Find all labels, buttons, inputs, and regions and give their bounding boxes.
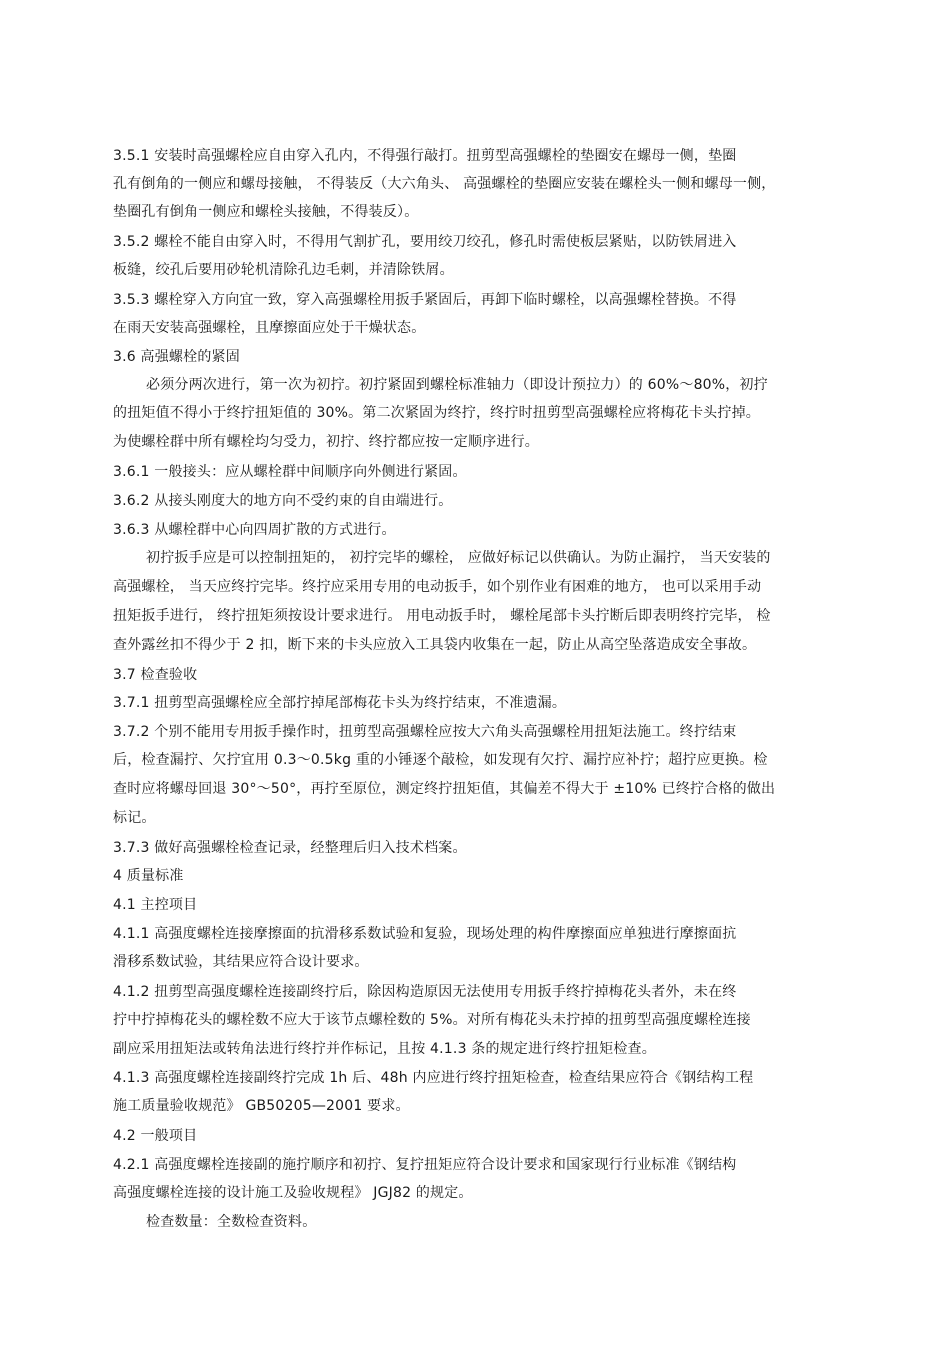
text-line: 拧中拧掉梅花头的螺栓数不应大于该节点螺栓数的 5%。对所有梅花头未拧掉的扭剪型高强度螺栓连接 <box>113 1012 751 1028</box>
text-line: 在雨天安装高强螺栓，且摩擦面应处于干燥状态。 <box>113 320 426 336</box>
text-line: 4.2.1 高强度螺栓连接副的施拧顺序和初拧、复拧扭矩应符合设计要求和国家现行行业标准《钢结构 <box>113 1157 737 1173</box>
text-line: 为使螺栓群中所有螺栓均匀受力，初拧、终拧都应按一定顺序进行。 <box>113 434 539 450</box>
text-line: 高强度螺栓连接的设计施工及验收规程》 JGJ82 的规定。 <box>113 1185 473 1201</box>
text-line: 查时应将螺母回退 30°～50°，再拧至原位，测定终拧扭矩值，其偏差不得大于 ±10% 已终拧合格的做出 <box>113 781 776 797</box>
text-line: 4.1.3 高强度螺栓连接副终拧完成 1h 后、48h 内应进行终拧扭矩检查，检查结果应符合《钢结构工程 <box>113 1070 754 1086</box>
text-line: 初拧扳手应是可以控制扭矩的， 初拧完毕的螺栓， 应做好标记以供确认。为防止漏拧， 当天安装的 <box>146 550 771 566</box>
text-line: 3.5.1 安装时高强螺栓应自由穿入孔内，不得强行敲打。扭剪型高强螺栓的垫圈安在螺母一侧，垫圈 <box>113 148 737 164</box>
section-heading: 4 质量标准 <box>113 868 184 884</box>
text-line: 高强螺栓， 当天应终拧完毕。终拧应采用专用的电动扳手，如个别作业有困难的地方， 也可以采用手动 <box>113 579 762 595</box>
text-line: 3.6.3 从螺栓群中心向四周扩散的方式进行。 <box>113 522 396 538</box>
text-line: 3.7.2 个别不能用专用扳手操作时，扭剪型高强螺栓应按大六角头高强螺栓用扭矩法施工。终拧结束 <box>113 724 737 740</box>
text-line: 孔有倒角的一侧应和螺母接触， 不得装反（大六角头、 高强螺栓的垫圈应安装在螺栓头一侧和螺母一侧， <box>113 176 776 192</box>
text-line: 查外露丝扣不得少于 2 扣，断下来的卡头应放入工具袋内收集在一起，防止从高空坠落造成安全事故。 <box>113 637 757 653</box>
section-heading: 3.6 高强螺栓的紧固 <box>113 349 240 365</box>
text-line: 3.6.1 一般接头：应从螺栓群中间顺序向外侧进行紧固。 <box>113 464 467 480</box>
section-heading: 3.7 检查验收 <box>113 667 198 683</box>
section-heading: 4.1 主控项目 <box>113 897 198 913</box>
text-line: 3.7.3 做好高强螺栓检查记录，经整理后归入技术档案。 <box>113 840 467 856</box>
text-line: 后，检查漏拧、欠拧宜用 0.3～0.5kg 重的小锤逐个敲检，如发现有欠拧、漏拧应补拧；超拧应更换。检 <box>113 752 768 768</box>
text-line: 检查数量：全数检查资料。 <box>146 1214 317 1230</box>
text-line: 板缝，绞孔后要用砂轮机清除孔边毛刺，并清除铁屑。 <box>113 262 454 278</box>
text-line: 扭矩扳手进行， 终拧扭矩须按设计要求进行。 用电动扳手时， 螺栓尾部卡头拧断后即表明终拧完毕， 检 <box>113 608 771 624</box>
text-line: 3.7.1 扭剪型高强螺栓应全部拧掉尾部梅花卡头为终拧结束，不准遗漏。 <box>113 695 567 711</box>
text-line: 标记。 <box>113 810 156 826</box>
text-line: 3.5.2 螺栓不能自由穿入时，不得用气割扩孔，要用绞刀绞孔，修孔时需使板层紧贴，以防铁屑进入 <box>113 234 737 250</box>
text-line: 3.6.2 从接头刚度大的地方向不受约束的自由端进行。 <box>113 493 453 509</box>
text-line: 滑移系数试验，其结果应符合设计要求。 <box>113 954 369 970</box>
text-line: 4.1.1 高强度螺栓连接摩擦面的抗滑移系数试验和复验，现场处理的构件摩擦面应单独进行摩擦面抗 <box>113 926 737 942</box>
text-line: 施工质量验收规范》 GB50205—2001 要求。 <box>113 1098 410 1114</box>
text-line: 3.5.3 螺栓穿入方向宜一致，穿入高强螺栓用扳手紧固后，再卸下临时螺栓，以高强螺栓替换。不得 <box>113 292 737 308</box>
text-line: 副应采用扭矩法或转角法进行终拧并作标记，且按 4.1.3 条的规定进行终拧扭矩检查。 <box>113 1041 656 1057</box>
section-heading: 4.2 一般项目 <box>113 1128 198 1144</box>
text-line: 4.1.2 扭剪型高强度螺栓连接副终拧后，除因构造原因无法使用专用扳手终拧掉梅花头者外，未在终 <box>113 984 737 1000</box>
text-line: 的扭矩值不得小于终拧扭矩值的 30%。第二次紧固为终拧，终拧时扭剪型高强螺栓应将梅花卡头拧掉。 <box>113 405 760 421</box>
text-line: 垫圈孔有倒角一侧应和螺栓头接触，不得装反）。 <box>113 204 419 220</box>
text-line: 必须分两次进行，第一次为初拧。初拧紧固到螺栓标准轴力（即设计预拉力）的 60%～80%，初拧 <box>146 377 768 393</box>
